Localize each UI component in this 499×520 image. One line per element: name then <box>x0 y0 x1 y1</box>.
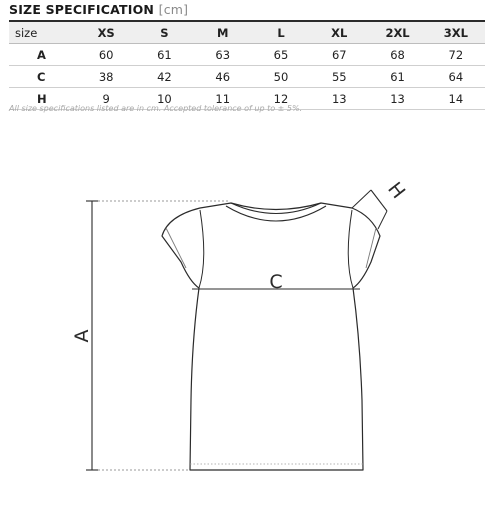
table-cell: 46 <box>194 66 252 88</box>
row-label: A <box>9 44 77 66</box>
table-cell: 14 <box>427 88 485 110</box>
tolerance-note: All size specifications listed are in cm. Accepted tolerance of up to ± 5%. <box>9 104 303 113</box>
tshirt-sleeve-seam-left <box>199 210 204 288</box>
size-header-cell: L <box>252 21 310 44</box>
table-cell: 50 <box>252 66 310 88</box>
table-cell: 55 <box>310 66 368 88</box>
size-header-cell: 2XL <box>368 21 426 44</box>
table-cell: 12 <box>252 88 310 110</box>
table-cell: 63 <box>194 44 252 66</box>
size-header-cell: XL <box>310 21 368 44</box>
size-header-corner: size <box>9 21 77 44</box>
table-cell: 10 <box>135 88 193 110</box>
tshirt-sleeve-hem-left <box>166 228 186 268</box>
label-chest-c: C <box>269 271 283 293</box>
title-text: SIZE SPECIFICATION <box>9 2 155 17</box>
size-header-cell: M <box>194 21 252 44</box>
table-cell: 64 <box>427 66 485 88</box>
sleeve-guide-bottom <box>378 211 387 229</box>
table-cell: 11 <box>194 88 252 110</box>
size-header-cell: XS <box>77 21 135 44</box>
table-cell: 13 <box>368 88 426 110</box>
row-label: H <box>9 88 77 110</box>
title-unit: [cm] <box>158 2 189 17</box>
row-label: C <box>9 66 77 88</box>
label-sleeve-h: H <box>383 178 410 204</box>
sleeve-guide-top <box>352 190 371 208</box>
table-cell: 68 <box>368 44 426 66</box>
size-header-cell: S <box>135 21 193 44</box>
table-cell: 9 <box>77 88 135 110</box>
table-cell: 61 <box>135 44 193 66</box>
table-cell: 72 <box>427 44 485 66</box>
table-cell: 67 <box>310 44 368 66</box>
size-header-cell: 3XL <box>427 21 485 44</box>
table-cell: 13 <box>310 88 368 110</box>
table-cell: 61 <box>368 66 426 88</box>
table-cell: 60 <box>77 44 135 66</box>
table-cell: 65 <box>252 44 310 66</box>
table-cell: 42 <box>135 66 193 88</box>
table-cell: 38 <box>77 66 135 88</box>
tshirt-sleeve-seam-right <box>348 210 353 288</box>
label-length-a: A <box>71 329 93 343</box>
tshirt-outline <box>162 203 380 470</box>
